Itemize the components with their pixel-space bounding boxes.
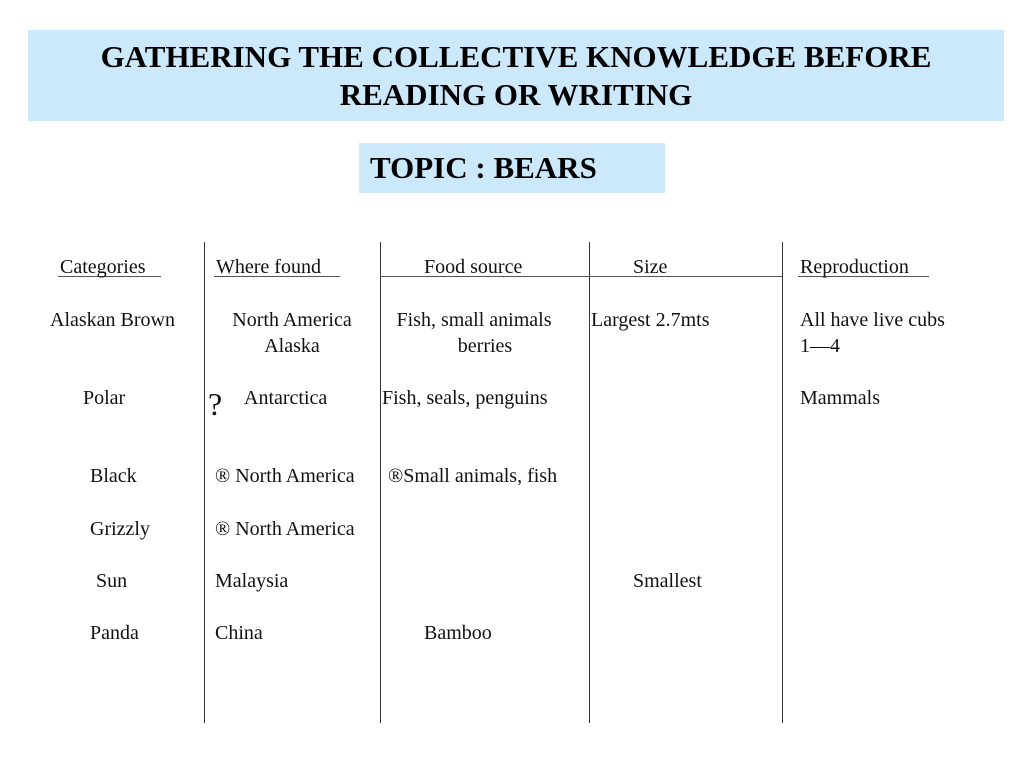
header-where-found: Where found — [216, 256, 321, 278]
cell-food-source: Fish, small animals berries — [396, 309, 552, 357]
cell-where-found: Malaysia — [215, 570, 289, 592]
header-categories: Categories — [60, 256, 146, 278]
slide-title-line-2: READING OR WRITING — [339, 76, 693, 112]
column-divider — [204, 242, 205, 723]
topic-label: TOPIC : BEARS — [359, 143, 665, 193]
slide-title-banner — [28, 30, 1004, 121]
cell-reproduction: All have live cubs 1—4 — [800, 309, 945, 357]
slide-title-line-1: GATHERING THE COLLECTIVE KNOWLEDGE BEFORE — [100, 38, 932, 74]
cell-category: Grizzly — [90, 518, 150, 540]
column-divider — [782, 242, 783, 723]
cell-food-source: ®Small animals, fish — [388, 465, 558, 487]
header-reproduction: Reproduction — [800, 256, 909, 278]
cell-where-found: North America Alaska — [232, 309, 352, 357]
cell-size: Largest 2.7mts — [591, 309, 710, 331]
cell-reproduction: Mammals — [800, 387, 880, 409]
cell-where-found: China — [215, 622, 263, 644]
column-divider — [589, 242, 590, 723]
cell-category: Polar — [83, 387, 126, 409]
cell-where-found: ® North America — [215, 518, 355, 540]
cell-where-found: ® North America — [215, 465, 355, 487]
cell-category: Sun — [96, 570, 128, 592]
cell-category: Alaskan Brown — [50, 309, 175, 331]
cell-where-found: Antarctica — [244, 387, 328, 409]
header-underline — [590, 276, 782, 277]
header-size: Size — [633, 256, 668, 278]
cell-food-source: Fish, seals, penguins — [382, 387, 548, 409]
cell-category: Black — [90, 465, 137, 487]
cell-food-source: Bamboo — [424, 622, 492, 644]
header-food-source: Food source — [424, 256, 523, 278]
cell-category: Panda — [90, 622, 139, 644]
cell-size: Smallest — [633, 570, 702, 592]
question-mark-annotation: ? — [208, 386, 223, 422]
